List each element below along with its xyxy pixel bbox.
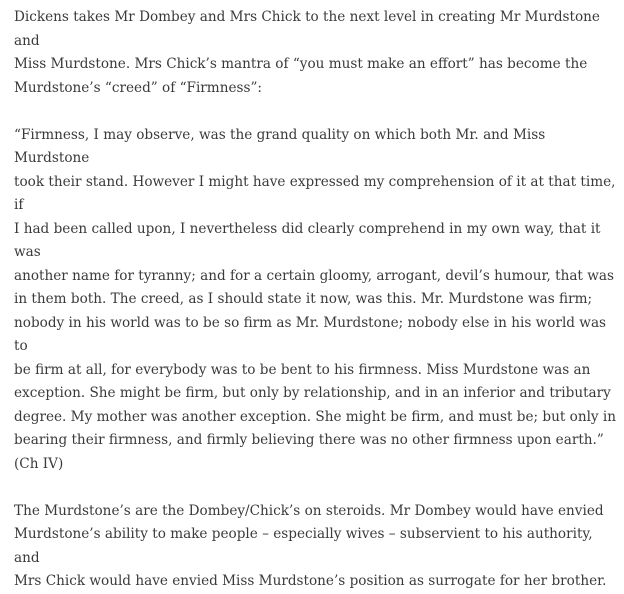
intro-paragraph: Dickens takes Mr Dombey and Mrs Chick to the next level in creating Mr Murdstone and Miss Murdstone. Mrs Chick’s mantra of “you must make an effort” has become the Murdstone’s “creed” of “Firmness”: bbox=[14, 9, 600, 96]
article-body bbox=[14, 6, 620, 594]
quotation-paragraph: “Firmness, I may observe, was the grand quality on which both Mr. and Miss Murdstone took their stand. However I might have expressed my comprehension of it at that time, if I had been called upon, I nevertheless did clearly comprehend in my own way, that it was another name for tyranny; and for a certain gloomy, arrogant, devil’s humour, that was in them both. The creed, as I should state it now, was this. Mr. Murdstone was firm; nobody in his world was to be so firm as Mr. Murdstone; nobody else in his world was to be firm at all, for everybody was to be bent to his firmness. Miss Murdstone was an exception. She might be firm, but only by relationship, and in an inferior and tributary degree. My mother was another exception. She might be firm, and must be; but only in bearing their firmness, and firmly believing there was no other firmness upon earth.” (Ch IV) bbox=[14, 126, 617, 472]
conclusion-paragraph: The Murdstone’s are the Dombey/Chick’s on steroids. Mr Dombey would have envied Murdstone’s ability to make people – especially wives – subservient to his authority, and Mrs Chick would have envied Miss Murdstone’s position as surrogate for her brother. bbox=[14, 502, 607, 589]
